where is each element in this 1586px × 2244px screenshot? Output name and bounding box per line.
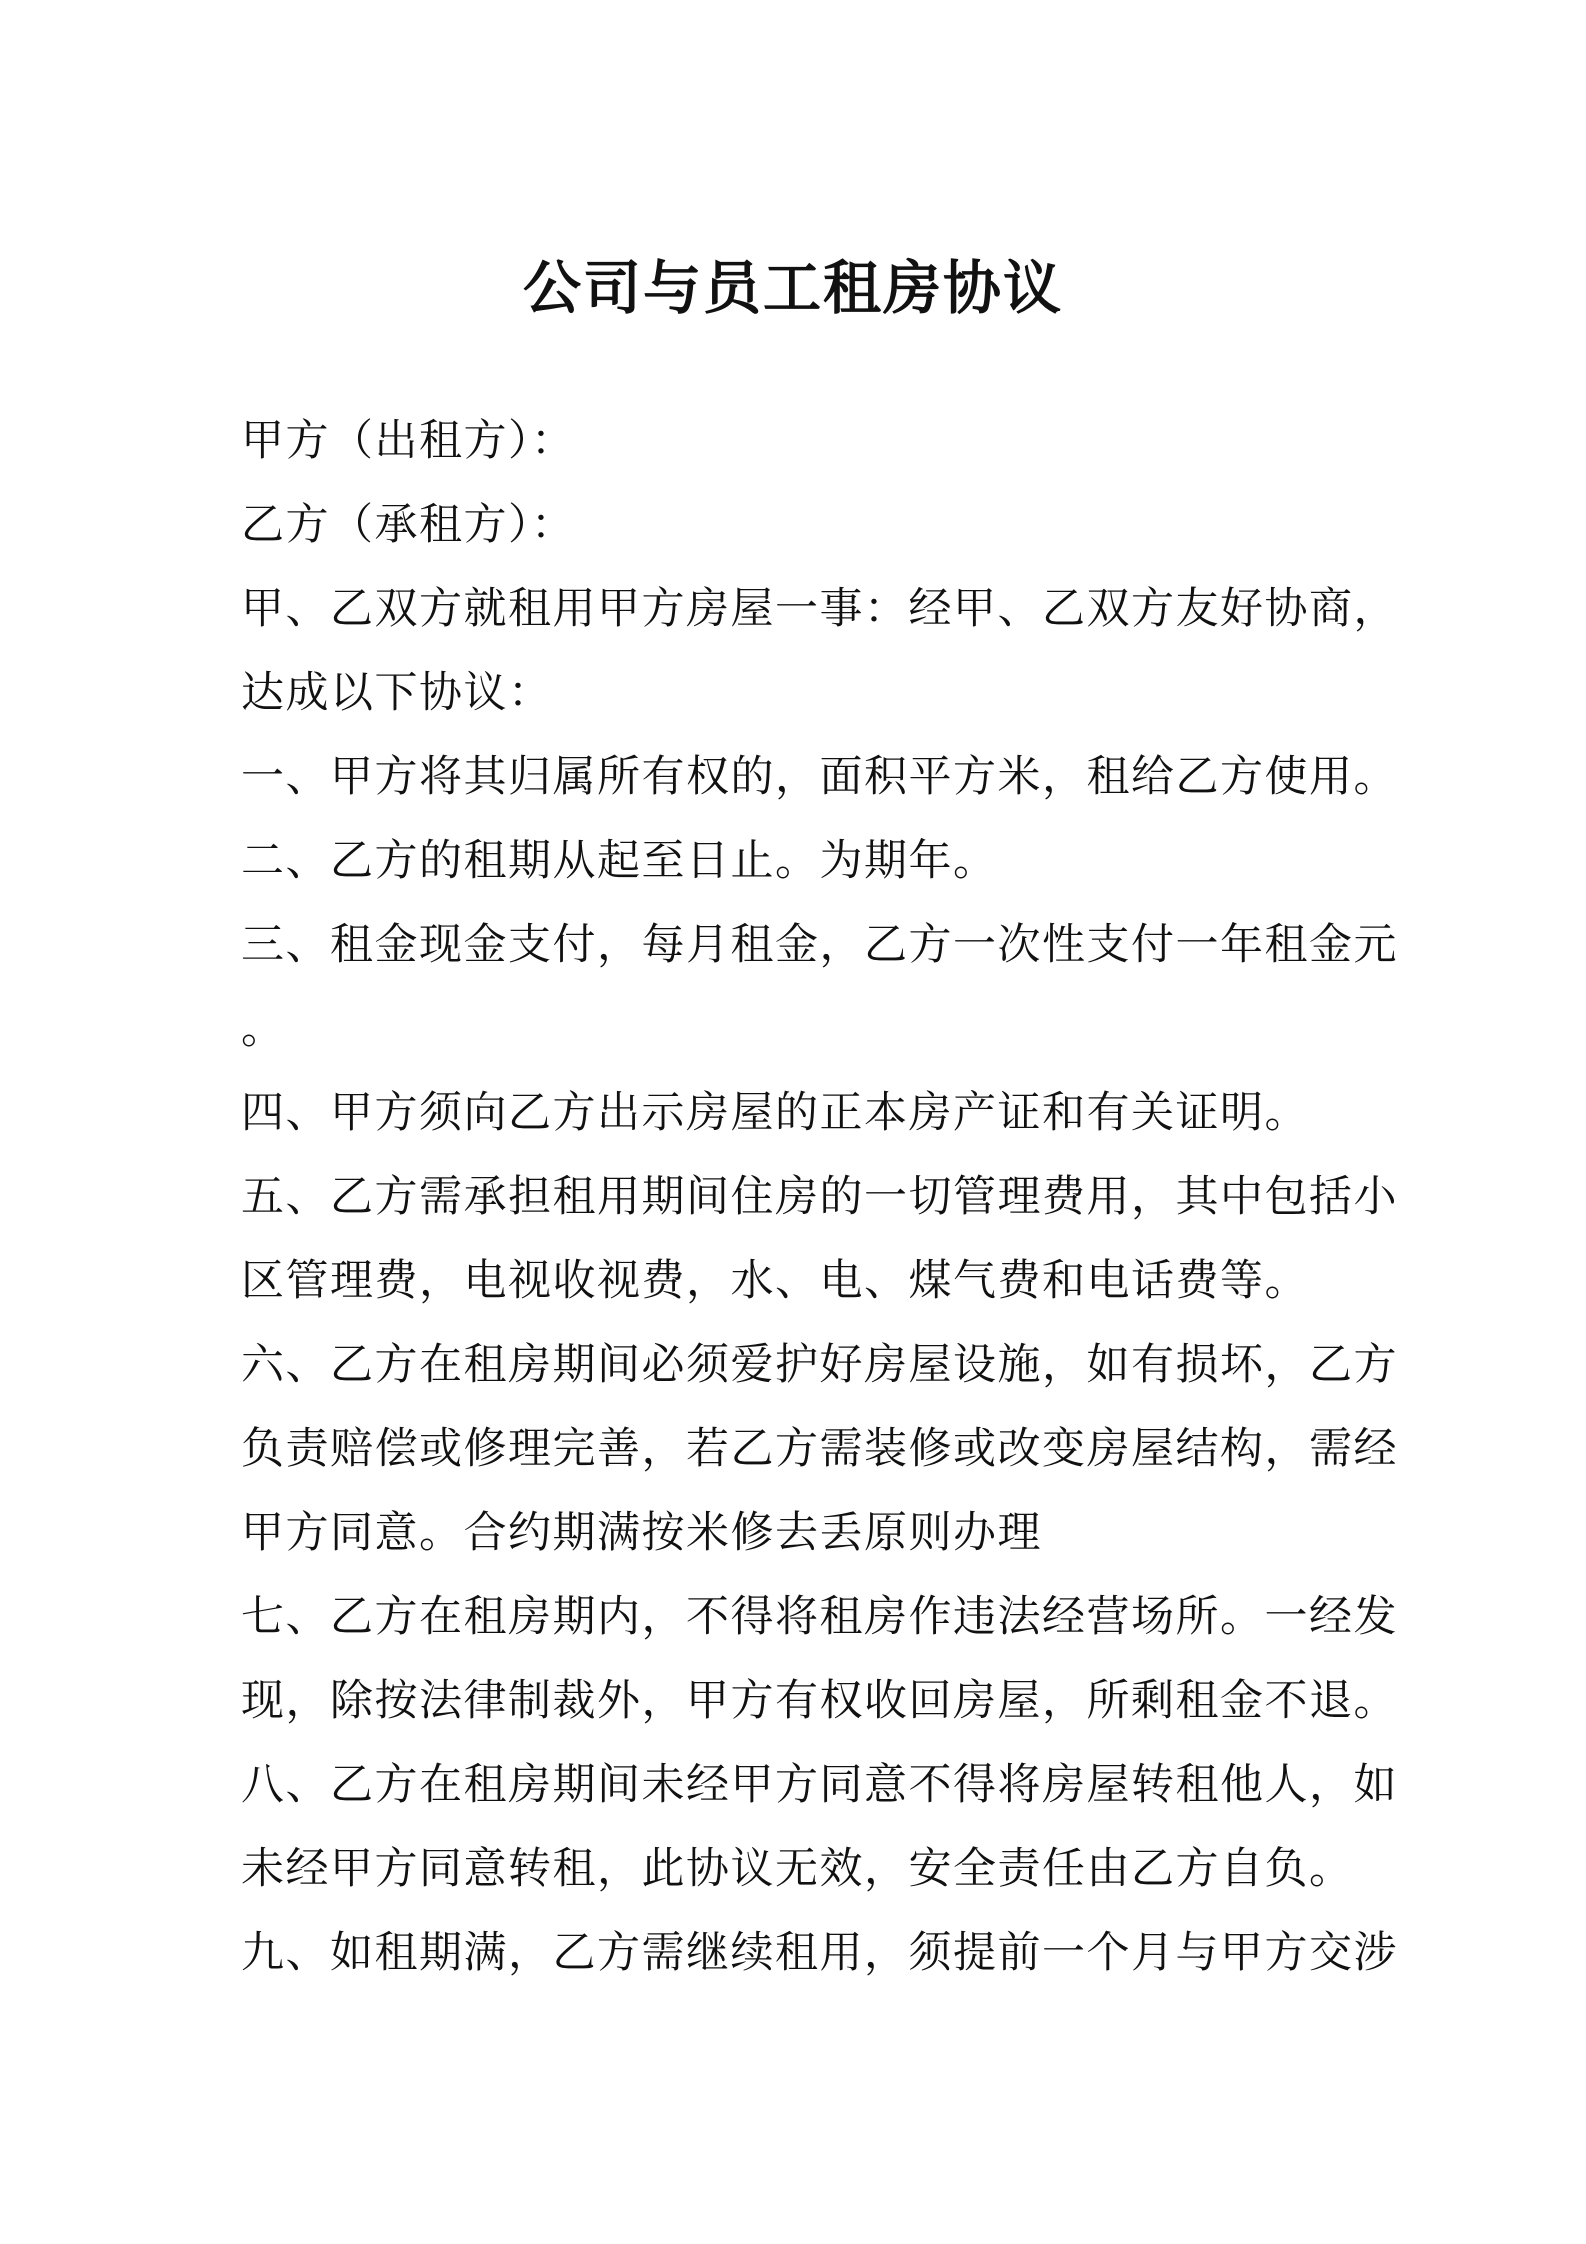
clause-9-line-1: 九、如租期满，乙方需继续租用，须提前一个月与甲方交涉 — [241, 1928, 1398, 1978]
clause-7-line-1: 七、乙方在租房期内，不得将租房作违法经营场所。一经发 — [241, 1592, 1398, 1642]
clause-7-line-2: 现，除按法律制裁外，甲方有权收回房屋，所剩租金不退。 — [241, 1676, 1398, 1726]
clause-8-line-1: 八、乙方在租房期间未经甲方同意不得将房屋转租他人，如 — [241, 1760, 1398, 1810]
clause-5-line-1: 五、乙方需承担租用期间住房的一切管理费用，其中包括小 — [241, 1172, 1398, 1222]
clause-4-line-1: 四、甲方须向乙方出示房屋的正本房产证和有关证明。 — [241, 1088, 1309, 1138]
clause-3-line-2: 。 — [241, 1004, 286, 1054]
party-a-line: 甲方（出租方）： — [241, 416, 576, 466]
party-b-line: 乙方（承租方）： — [241, 500, 576, 550]
preamble-line-2: 达成以下协议： — [241, 668, 553, 718]
clause-6-line-2: 负责赔偿或修理完善，若乙方需装修或改变房屋结构，需经 — [241, 1424, 1398, 1474]
clause-3-line-1: 三、租金现金支付，每月租金，乙方一次性支付一年租金元 — [241, 920, 1398, 970]
clause-6-line-3: 甲方同意。合约期满按米修去丢原则办理 — [241, 1508, 1042, 1558]
clause-8-line-2: 未经甲方同意转租，此协议无效，安全责任由乙方自负。 — [241, 1844, 1354, 1894]
clause-1-line-1: 一、甲方将其归属所有权的，面积平方米，租给乙方使用。 — [241, 752, 1398, 802]
clause-6-line-1: 六、乙方在租房期间必须爱护好房屋设施，如有损坏，乙方 — [241, 1340, 1398, 1390]
preamble-line-1: 甲、乙双方就租用甲方房屋一事：经甲、乙双方友好协商， — [241, 584, 1398, 634]
clause-5-line-2: 区管理费，电视收视费，水、电、煤气费和电话费等。 — [241, 1256, 1309, 1306]
clause-2-line-1: 二、乙方的租期从起至日止。为期年。 — [241, 836, 998, 886]
document-title: 公司与员工租房协议 — [522, 254, 1063, 322]
